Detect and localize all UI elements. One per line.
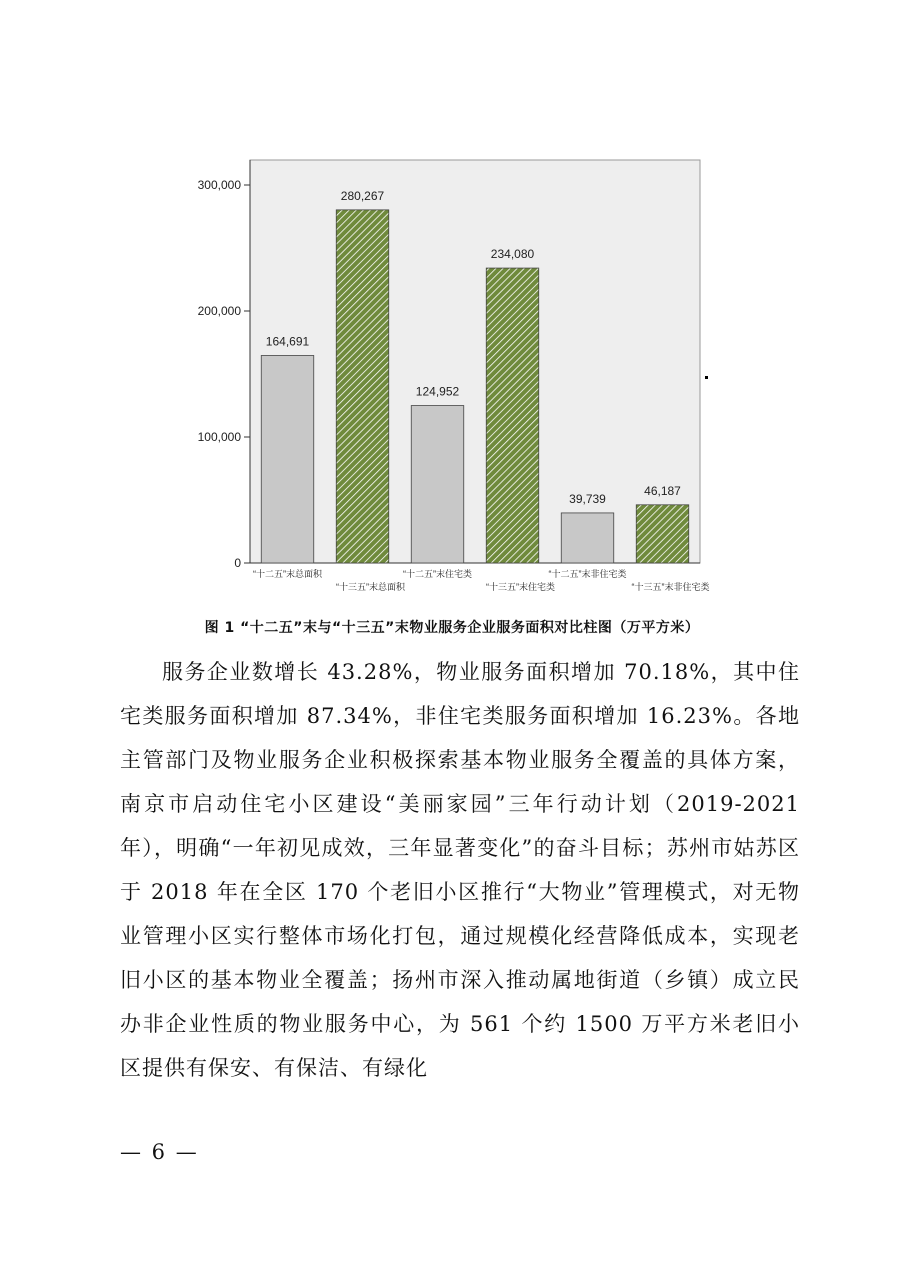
- bar-5: [561, 513, 614, 563]
- data-label-2: 280,267: [340, 188, 385, 203]
- bar-3: [411, 406, 464, 563]
- x-tick-labels: [253, 568, 710, 592]
- y-tick-label: 200,000: [197, 304, 241, 318]
- bar-2: [336, 210, 389, 563]
- bar-1: [261, 355, 314, 563]
- figure-caption: 图 1 “十二五”末与“十三五”末物业服务企业服务面积对比柱图（万平方米）: [204, 620, 700, 636]
- x-tick-label-5: “十二五”末非住宅类: [548, 569, 627, 579]
- x-tick-label-3: “十二五”末住宅类: [403, 569, 472, 579]
- x-tick-label-1: “十二五”末总面积: [253, 569, 322, 579]
- body-paragraph: 服务企业数增长 43.28%，物业服务面积增加 70.18%，其中住宅类服务面积增加 87.34%，非住宅类服务面积增加 16.23%。各地主管部门及物业服务企业积极探索基本物业服务全覆盖的具体方案，南京市启动住宅小区建设“美丽家园”三年行动计划（2019-2021 年），明确“一年初见成效，三年显著变化”的奋斗目标；苏州市姑苏区于 2018 年在全区 170 个老旧小区推行“大物业”管理模式，对无物业管理小区实行整体市场化打包，通过规模化经营降低成本，实现老旧小区的基本物业全覆盖；扬州市深入推动属地街道（乡镇）成立民办非企业性质的物业服务中心，为 561 个约 1500 万平方米老旧小区提供有保安、有保洁、有绿化: [120, 660, 800, 1080]
- y-tick-label: 100,000: [197, 430, 241, 444]
- y-ticks: [198, 178, 250, 570]
- data-label-1: 164,691: [265, 334, 310, 349]
- bar-4: [486, 268, 539, 563]
- y-tick-label: 0: [234, 556, 241, 570]
- x-tick-label-2: “十三五”末总面积: [336, 582, 405, 592]
- page-number: — 6 —: [120, 1140, 199, 1164]
- x-tick-label-6: “十三五”末非住宅类: [631, 582, 710, 592]
- plot-area: [250, 160, 700, 563]
- stray-mark: [705, 376, 708, 379]
- data-label-3: 124,952: [415, 384, 460, 399]
- data-label-6: 46,187: [644, 483, 681, 498]
- bar-chart: [140, 150, 720, 610]
- data-label-4: 234,080: [490, 247, 535, 262]
- bar-6: [636, 505, 689, 563]
- data-label-5: 39,739: [569, 491, 606, 506]
- body-text: [120, 650, 800, 1090]
- y-tick-label: 300,000: [197, 178, 241, 192]
- x-tick-label-4: “十三五”末住宅类: [486, 582, 555, 592]
